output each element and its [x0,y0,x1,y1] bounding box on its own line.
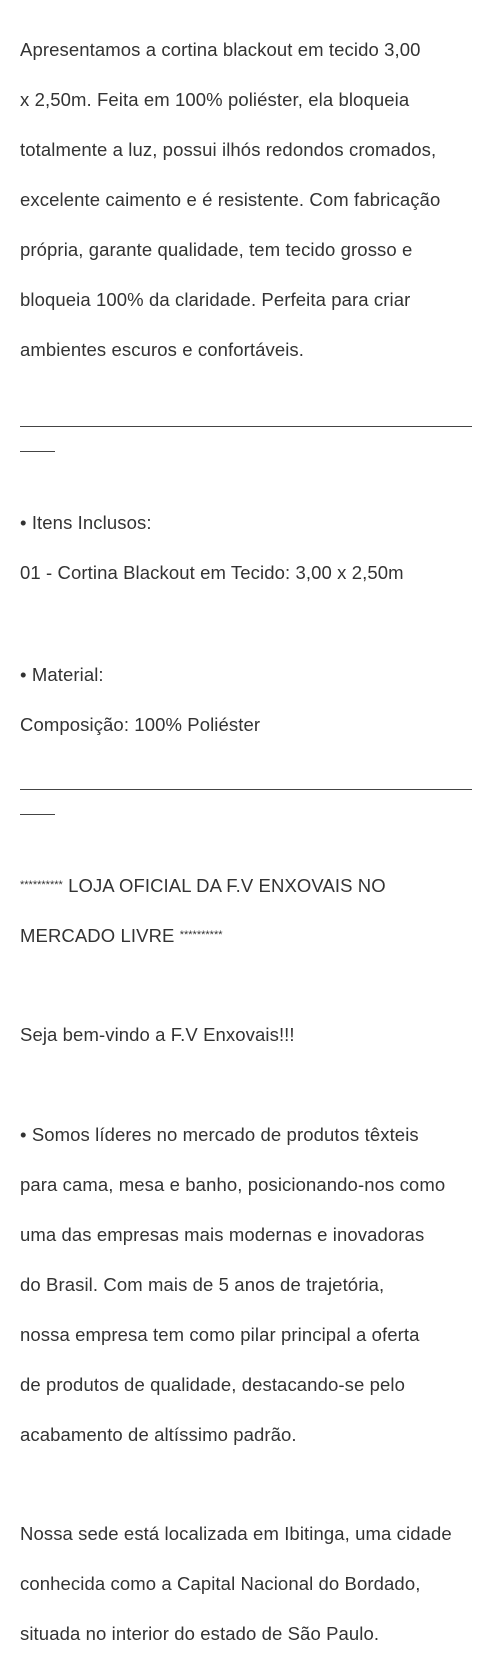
location-line: Nossa sede está localizada em Ibitinga, uma cidade [20,1523,452,1544]
about-line: • Somos líderes no mercado de produtos têxteis [20,1124,419,1145]
intro-line: excelente caimento e é resistente. Com fabricação [20,189,441,210]
divider-short-line [20,451,55,452]
divider-short-line [20,814,55,815]
stars-decoration: ********** [20,879,63,891]
about-line: de produtos de qualidade, destacando-se pelo [20,1374,405,1395]
about-line: uma das empresas mais modernas e inovadoras [20,1224,425,1245]
product-description [20,12,490,1671]
stars-decoration: ********** [179,929,223,941]
about-line: nossa empresa tem como pilar principal a oferta [20,1324,420,1345]
about-line: do Brasil. Com mais de 5 anos de trajetória, [20,1274,385,1295]
intro-line: bloqueia 100% da claridade. Perfeita para criar [20,289,411,310]
section-divider [20,405,490,455]
about-paragraph [20,1097,490,1472]
intro-line: ambientes escuros e confortáveis. [20,339,305,360]
location-paragraph [20,1496,490,1671]
store-banner-line [20,873,490,898]
items-line: 01 - Cortina Blackout em Tecido: 3,00 x 2,50m [20,562,404,583]
material-line: Composição: 100% Poliéster [20,714,261,735]
welcome-line: Seja bem-vindo a F.V Enxovais!!! [20,1024,295,1045]
intro-line: própria, garante qualidade, tem tecido grosso e [20,239,413,260]
material-heading: • Material: [20,664,104,685]
store-banner-text: LOJA OFICIAL DA F.V ENXOVAIS NO [68,875,386,896]
store-banner-text: MERCADO LIVRE [20,925,175,946]
section-divider [20,768,490,818]
intro-line: x 2,50m. Feita em 100% poliéster, ela bloqueia [20,89,410,110]
items-section [20,485,490,610]
divider-line [20,789,472,790]
location-line: conhecida como a Capital Nacional do Bordado, [20,1573,421,1594]
divider-line [20,426,472,427]
about-line: para cama, mesa e banho, posicionando-nos como [20,1174,446,1195]
material-section [20,637,490,762]
store-banner [20,848,490,973]
intro-line: Apresentamos a cortina blackout em tecido 3,00 [20,39,421,60]
about-line: acabamento de altíssimo padrão. [20,1424,297,1445]
location-line: situada no interior do estado de São Paulo. [20,1623,380,1644]
intro-paragraph [20,12,490,387]
items-heading: • Itens Inclusos: [20,512,152,533]
welcome-text [20,997,490,1072]
intro-line: totalmente a luz, possui ilhós redondos cromados, [20,139,437,160]
